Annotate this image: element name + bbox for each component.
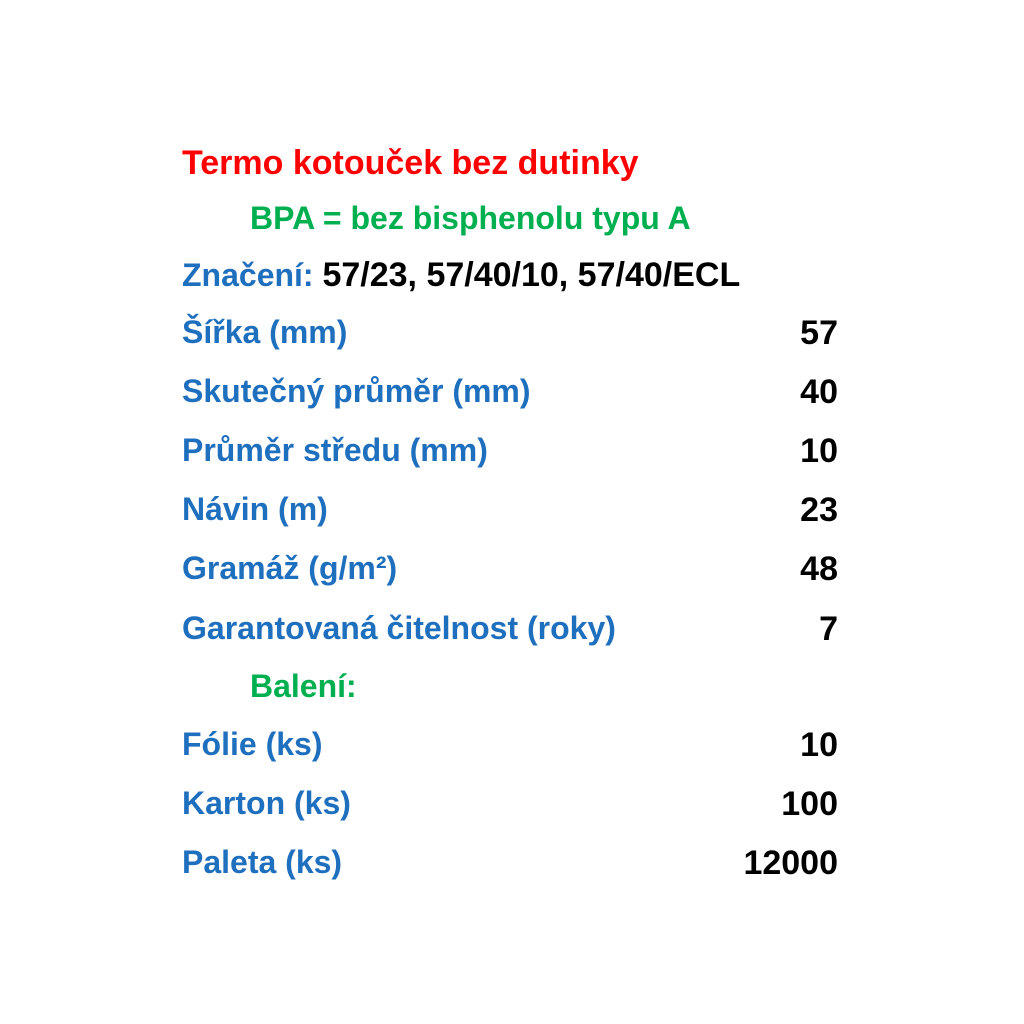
spec-value: 40 [800, 373, 838, 411]
spec-value: 23 [800, 491, 838, 529]
spec-value: 48 [800, 550, 838, 588]
packaging-row-carton [182, 787, 838, 827]
spec-label: Průměr středu (mm) [182, 432, 488, 468]
spec-row-length [182, 493, 838, 533]
spec-value: 57 [800, 314, 838, 352]
packaging-row-foil [182, 728, 838, 768]
spec-row-readability [182, 612, 838, 652]
spec-value: 7 [819, 610, 838, 648]
marking-label: Značení: [182, 257, 314, 293]
bpa-note: BPA = bez bisphenolu typu A [250, 200, 691, 236]
packaging-value: 12000 [743, 844, 838, 882]
marking-row [182, 258, 740, 292]
spec-label: Skutečný průměr (mm) [182, 373, 531, 409]
packaging-label: Paleta (ks) [182, 844, 343, 880]
packaging-value: 100 [781, 785, 838, 823]
packaging-label: Karton (ks) [182, 785, 351, 821]
product-title: Termo kotouček bez dutinky [182, 144, 639, 182]
spec-value: 10 [800, 432, 838, 470]
packaging-value: 10 [800, 726, 838, 764]
spec-row-width [182, 316, 838, 356]
spec-label: Návin (m) [182, 491, 328, 527]
spec-row-core-diameter [182, 434, 838, 474]
spec-row-grammage [182, 552, 838, 592]
spec-label: Garantovaná čitelnost (roky) [182, 610, 616, 646]
spec-label: Šířka (mm) [182, 314, 348, 350]
packaging-label: Fólie (ks) [182, 726, 323, 762]
packaging-row-pallet [182, 846, 838, 886]
spec-row-diameter [182, 375, 838, 415]
marking-value: 57/23, 57/40/10, 57/40/ECL [322, 256, 741, 294]
spec-label: Gramáž (g/m²) [182, 550, 398, 586]
packaging-heading: Balení: [250, 668, 357, 704]
